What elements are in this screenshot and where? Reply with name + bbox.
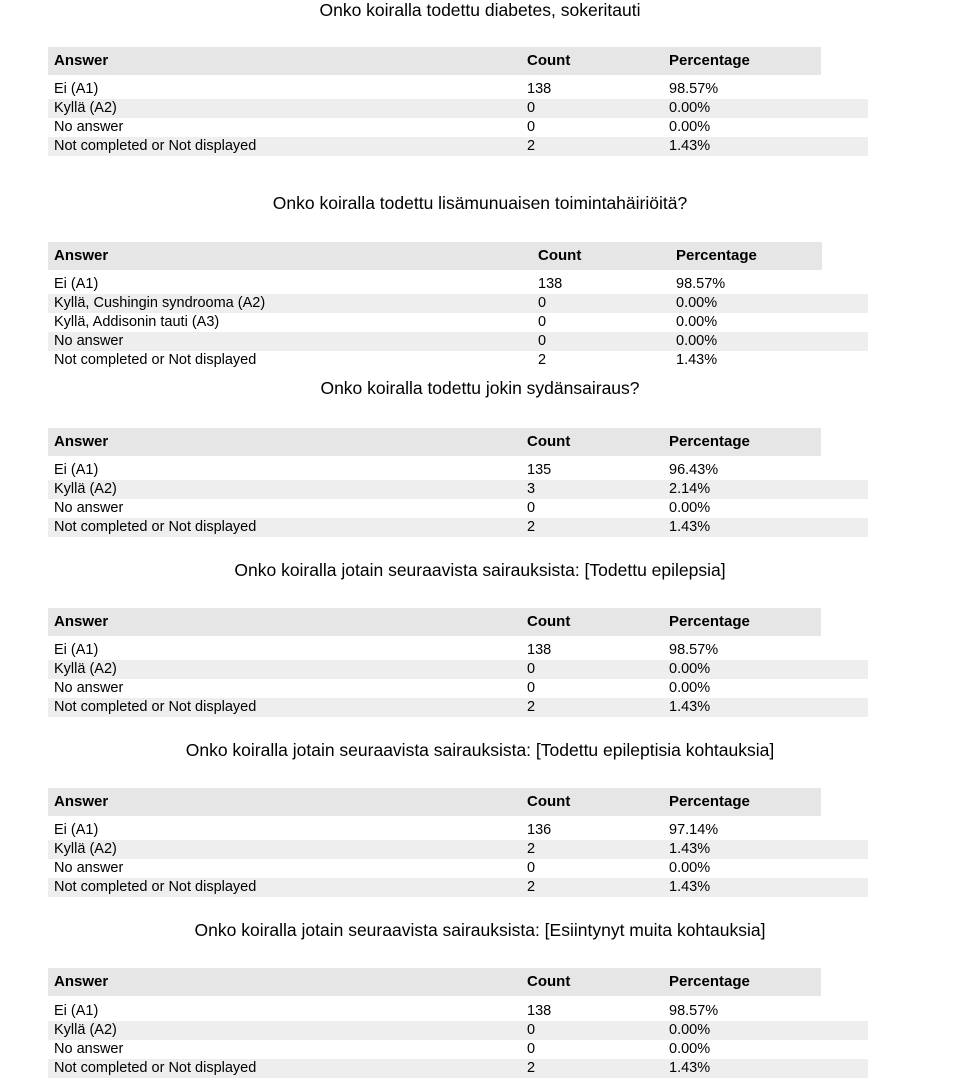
count-cell: 3 [527,481,536,497]
percentage-cell: 0.00% [669,119,711,135]
table-row [48,1059,868,1078]
table-row [48,821,868,840]
percentage-cell: 0.00% [669,100,711,116]
answer-cell: No answer [54,333,124,349]
table-row [48,518,868,537]
count-cell: 2 [527,699,536,715]
table-row [48,313,868,332]
table-header [48,788,821,816]
table-header [48,968,821,996]
header-answer: Answer [54,247,109,264]
table-row [48,332,868,351]
header-count: Count [538,247,582,264]
count-cell: 135 [527,462,552,478]
count-cell: 136 [527,822,552,838]
percentage-cell: 0.00% [669,500,711,516]
count-cell: 0 [527,661,536,677]
question-title: Onko koiralla jotain seuraavista sairauksista: [Esiintynyt muita kohtauksia] [194,920,766,940]
header-percentage: Percentage [676,247,757,264]
answer-cell: Kyllä (A2) [54,100,117,116]
answer-cell: Ei (A1) [54,642,99,658]
percentage-cell: 0.00% [676,333,718,349]
table-row [48,480,868,499]
answer-cell: Not completed or Not displayed [54,519,257,535]
table-row [48,1040,868,1059]
question-title: Onko koiralla todettu lisämunuaisen toimintahäiriöitä? [272,193,688,213]
count-cell: 0 [527,860,536,876]
percentage-cell: 0.00% [676,295,718,311]
percentage-cell: 0.00% [669,680,711,696]
answer-cell: Kyllä (A2) [54,841,117,857]
header-count: Count [527,793,571,810]
percentage-cell: 2.14% [669,481,711,497]
table-row [48,698,868,717]
header-answer: Answer [54,613,109,630]
percentage-cell: 1.43% [669,841,711,857]
count-cell: 0 [527,680,536,696]
header-answer: Answer [54,793,109,810]
percentage-cell: 98.57% [669,81,719,97]
table-row [48,1021,868,1040]
percentage-cell: 0.00% [669,1022,711,1038]
header-percentage: Percentage [669,52,750,69]
percentage-cell: 0.00% [669,860,711,876]
answer-cell: Kyllä, Addisonin tauti (A3) [54,314,220,330]
percentage-cell: 1.43% [676,352,718,368]
percentage-cell: 98.57% [669,642,719,658]
answer-cell: Ei (A1) [54,822,99,838]
table-row [48,80,868,99]
table-row [48,679,868,698]
table-row [48,878,868,897]
table-row [48,641,868,660]
percentage-cell: 98.57% [676,276,726,292]
question-title: Onko koiralla todettu jokin sydänsairaus? [320,378,640,398]
answer-cell: Kyllä (A2) [54,481,117,497]
answer-cell: Not completed or Not displayed [54,1060,257,1076]
answer-cell: Not completed or Not displayed [54,879,257,895]
answer-cell: No answer [54,119,124,135]
table-row [48,351,868,370]
table-header [48,428,821,456]
table-row [48,1002,868,1021]
percentage-cell: 1.43% [669,1060,711,1076]
percentage-cell: 0.00% [669,661,711,677]
count-cell: 0 [538,333,547,349]
count-cell: 0 [527,119,536,135]
question-title: Onko koiralla jotain seuraavista sairauksista: [Todettu epileptisia kohtauksia] [185,740,775,760]
percentage-cell: 98.57% [669,1003,719,1019]
header-count: Count [527,973,571,990]
percentage-cell: 1.43% [669,519,711,535]
count-cell: 138 [527,642,552,658]
percentage-cell: 0.00% [669,1041,711,1057]
answer-cell: Ei (A1) [54,1003,99,1019]
header-percentage: Percentage [669,433,750,450]
answer-cell: Kyllä (A2) [54,661,117,677]
table-row [48,499,868,518]
header-answer: Answer [54,973,109,990]
table-header [48,242,822,270]
header-percentage: Percentage [669,793,750,810]
count-cell: 138 [538,276,563,292]
answer-cell: No answer [54,860,124,876]
answer-cell: Ei (A1) [54,276,99,292]
count-cell: 0 [527,1041,536,1057]
table-row [48,99,868,118]
answer-cell: Not completed or Not displayed [54,352,257,368]
header-percentage: Percentage [669,613,750,630]
count-cell: 138 [527,81,552,97]
answer-cell: No answer [54,1041,124,1057]
answer-cell: No answer [54,680,124,696]
header-answer: Answer [54,52,109,69]
percentage-cell: 97.14% [669,822,719,838]
table-row [48,660,868,679]
answer-cell: Not completed or Not displayed [54,699,257,715]
answer-cell: Ei (A1) [54,462,99,478]
count-cell: 2 [538,352,547,368]
percentage-cell: 0.00% [676,314,718,330]
percentage-cell: 1.43% [669,138,711,154]
table-row [48,840,868,859]
answer-cell: Not completed or Not displayed [54,138,257,154]
count-cell: 0 [538,295,547,311]
table-header [48,608,821,636]
percentage-cell: 1.43% [669,879,711,895]
question-title: Onko koiralla jotain seuraavista sairauksista: [Todettu epilepsia] [234,560,726,580]
count-cell: 2 [527,519,536,535]
table-row [48,275,868,294]
count-cell: 2 [527,879,536,895]
answer-cell: Ei (A1) [54,81,99,97]
percentage-cell: 1.43% [669,699,711,715]
table-row [48,294,868,313]
header-count: Count [527,613,571,630]
table-row [48,461,868,480]
table-row [48,137,868,156]
count-cell: 2 [527,138,536,154]
header-count: Count [527,52,571,69]
header-count: Count [527,433,571,450]
count-cell: 0 [538,314,547,330]
count-cell: 0 [527,100,536,116]
count-cell: 0 [527,1022,536,1038]
table-row [48,118,868,137]
answer-cell: No answer [54,500,124,516]
table-row [48,859,868,878]
answer-cell: Kyllä (A2) [54,1022,117,1038]
table-header [48,47,821,75]
question-title: Onko koiralla todettu diabetes, sokeritauti [319,0,641,20]
count-cell: 138 [527,1003,552,1019]
count-cell: 2 [527,841,536,857]
header-percentage: Percentage [669,973,750,990]
header-answer: Answer [54,433,109,450]
count-cell: 0 [527,500,536,516]
answer-cell: Kyllä, Cushingin syndrooma (A2) [54,295,266,311]
count-cell: 2 [527,1060,536,1076]
percentage-cell: 96.43% [669,462,719,478]
